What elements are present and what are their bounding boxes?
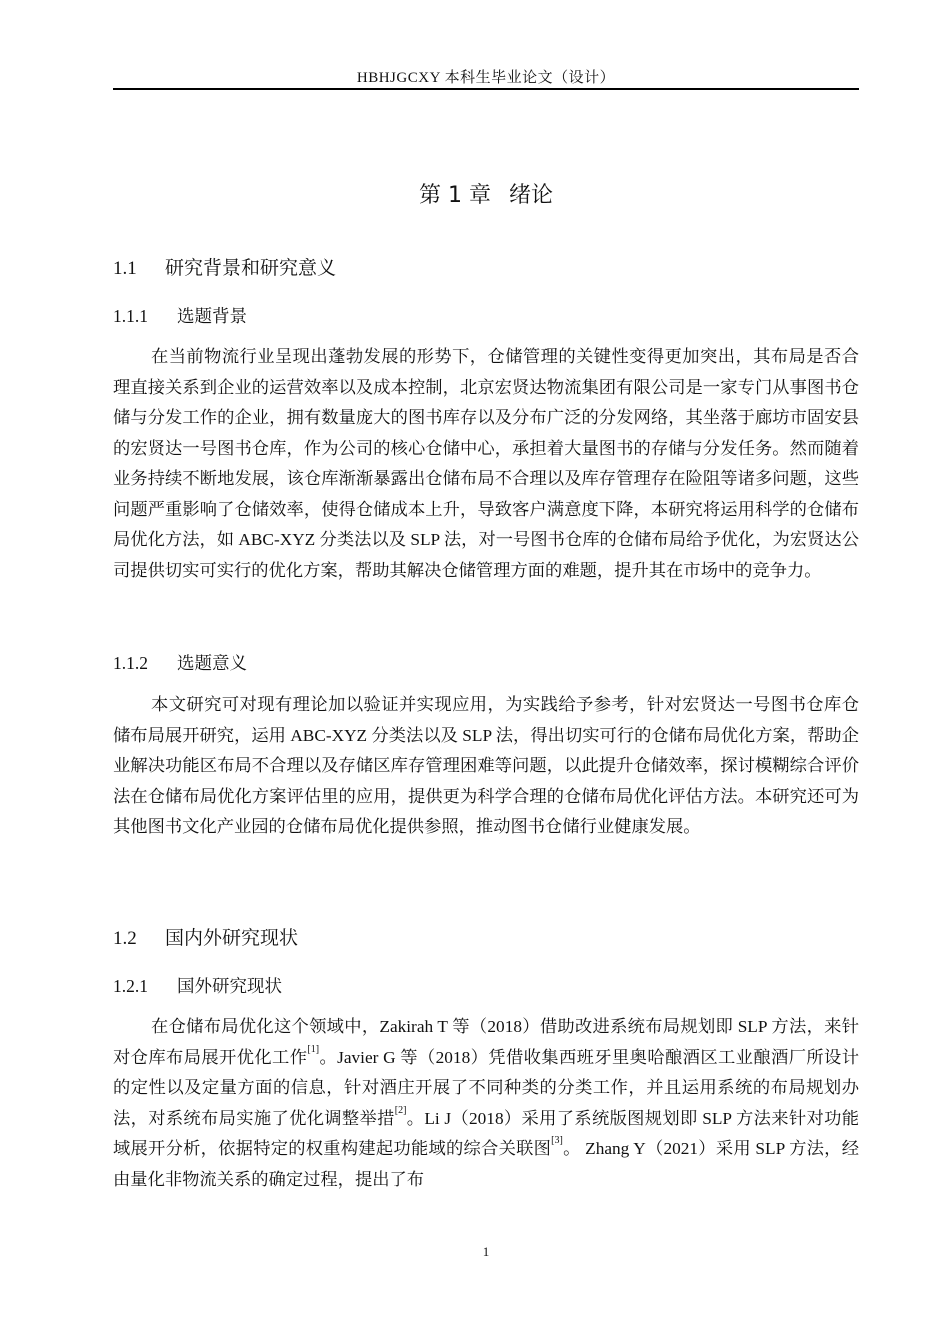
section-number: 1.1 bbox=[113, 258, 137, 279]
text-run: 。 Zhang Y（2021）采用 SLP 方法，经由量化非物流关系的确定过程，提出了布 bbox=[113, 1139, 859, 1189]
subsection-heading-1-1-2 bbox=[113, 650, 247, 675]
subsection-number: 1.1.2 bbox=[113, 653, 148, 673]
page-header: HBHJGCXY 本科生毕业论文（设计） bbox=[356, 70, 616, 86]
subsection-title: 国外研究现状 bbox=[177, 977, 282, 997]
citation-ref[interactable]: [1] bbox=[307, 1043, 320, 1055]
paragraph-foreign-research bbox=[113, 1012, 859, 1195]
text-run: 。Li J（2018）采用了系统版图规划即 SLP 方法来针对功能域展开分析，依据特定的权重构建起功能域的综合关联图 bbox=[113, 1108, 859, 1158]
paragraph-background: 在当前物流行业呈现出蓬勃发展的形势下，仓储管理的关键性变得更加突出，其布局是否合理直接关系到企业的运营效率以及成本控制，北京宏贤达物流集团有限公司是一家专门从事图书仓储与分发工作的企业，拥有数量庞大的图书库存以及分布广泛的分发网络，其坐落于廊坊市固安县的宏贤达一号图书仓库，作为公司的核心仓储中心，承担着大量图书的存储与分发任务。然而随着业务持续不断地发展，该仓库渐渐暴露出仓储布局不合理以及库存管理存在险阻等诸多问题，这些问题严重影响了仓储效率，使得仓储成本上升，导致客户满意度下降，本研究将运用科学的仓储布局优化方法，如 ABC-XYZ 分类法以及 SLP 法，对一号图书仓库的仓储布局给予优化，为宏贤达公司提供切实可实行的优化方案，帮助其解决仓储管理方面的难题，提升其在市场中的竞争力。 bbox=[113, 347, 859, 580]
section-title: 研究背景和研究意义 bbox=[165, 257, 337, 279]
subsection-heading-1-1-1 bbox=[113, 303, 247, 328]
section-title: 国内外研究现状 bbox=[165, 927, 299, 949]
section-heading-1-1 bbox=[113, 253, 336, 280]
paragraph-significance: 本文研究可对现有理论加以验证并实现应用，为实践给予参考，针对宏贤达一号图书仓库仓储布局展开研究，运用 ABC-XYZ 分类法以及 SLP 法，得出切实可行的仓储布局优化方案，帮助企业解决功能区布局不合理以及存储区库存管理困难等问题，以此提升仓储效率，探讨模糊综合评价法在仓储布局优化方案评估里的应用，提供更为科学合理的仓储布局优化评估方法。本研究还可为其他图书文化产业园的仓储布局优化提供参照，推动图书仓储行业健康发展。 bbox=[113, 695, 859, 836]
chapter-number: 第 1 章 bbox=[419, 183, 491, 208]
section-heading-1-2 bbox=[113, 923, 298, 950]
subsection-heading-1-2-1 bbox=[113, 973, 282, 998]
subsection-number: 1.2.1 bbox=[113, 976, 148, 996]
subsection-title: 选题背景 bbox=[177, 307, 247, 327]
section-number: 1.2 bbox=[113, 928, 137, 949]
text-run: 。Javier G 等（2018）凭借收集西班牙里奥哈酿酒区工业酿酒厂所设计的定性以及定量方面的信息，针对酒庄开展了不同种类的分类工作，并且运用系统的布局规划办法，对系统布局实施了优化调整举措 bbox=[113, 1047, 859, 1128]
page-number: 1 bbox=[482, 1244, 490, 1259]
citation-ref[interactable]: [3] bbox=[551, 1135, 563, 1146]
subsection-title: 选题意义 bbox=[177, 654, 247, 674]
text-run: 在仓储布局优化这个领域中，Zakirah T 等（2018）借助改进系统布局规划即 SLP 方法，来针对仓库布局展开优化工作 bbox=[113, 1017, 859, 1067]
chapter-title bbox=[113, 178, 859, 209]
subsection-number: 1.1.1 bbox=[113, 306, 148, 326]
citation-ref[interactable]: [2] bbox=[394, 1104, 407, 1116]
chapter-title-text: 绪论 bbox=[508, 183, 553, 208]
header-rule bbox=[113, 88, 859, 90]
